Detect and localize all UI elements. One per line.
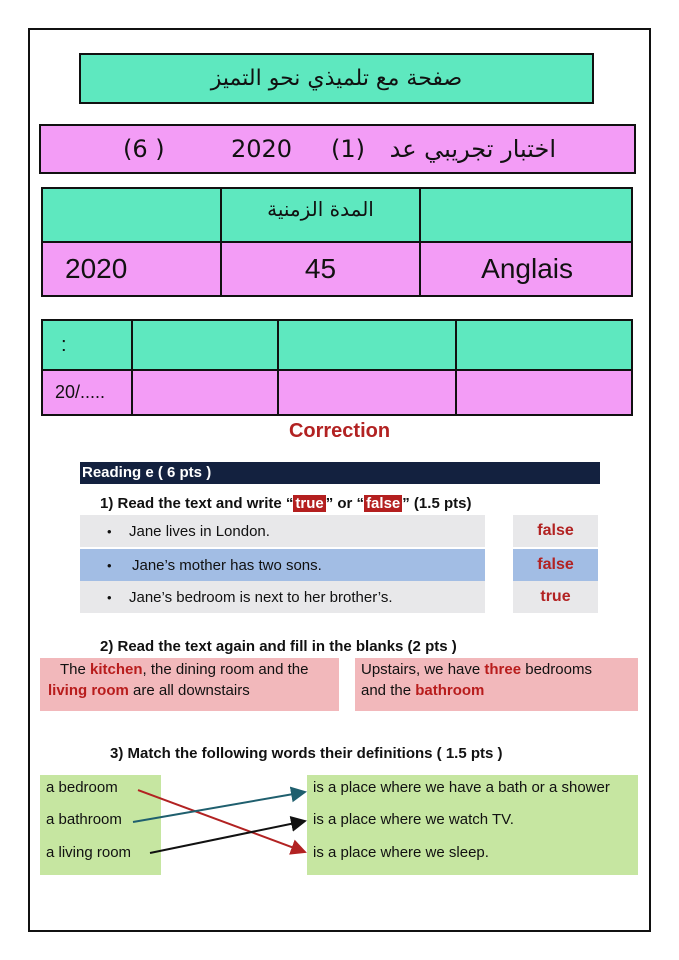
statement-3: • Jane’s bedroom is next to her brother’s.	[80, 581, 485, 613]
word-bathroom: a bathroom	[46, 811, 122, 828]
arrow-bathroom-bath	[133, 792, 305, 822]
score-value: 20/.....	[42, 370, 132, 415]
definition-sleep: is a place where we sleep.	[313, 844, 489, 861]
reading-section-title: Reading e ( 6 pts )	[80, 462, 600, 484]
q2-title: 2) Read the text again and fill in the blanks (2 pts )	[100, 638, 457, 655]
score-colon: :	[42, 320, 132, 370]
header-title: صفحة مع تلميذي نحو التميز	[79, 53, 594, 104]
correction-title: Correction	[288, 420, 391, 442]
q1-title: 1) Read the text and write “ true ” or “ false ” (1.5 pts)	[100, 495, 472, 512]
true-tag: true	[295, 495, 324, 512]
blank-box-right: Upstairs, we have three bedrooms and the bathroom	[355, 658, 638, 711]
answer-3: true	[513, 581, 598, 613]
info-subject: Anglais	[420, 242, 632, 296]
false-tag: false	[366, 495, 401, 512]
exam-year: 2020	[231, 135, 293, 163]
exam-grade: (6 )	[123, 135, 165, 163]
statement-1: • Jane lives in London.	[80, 515, 485, 547]
answer-kitchen: kitchen	[90, 661, 143, 678]
answer-1: false	[513, 515, 598, 547]
definition-bath: is a place where we have a bath or a shower	[313, 779, 610, 796]
answer-2: false	[513, 549, 598, 581]
info-duration: 45	[221, 242, 420, 296]
answer-bathroom: bathroom	[415, 682, 485, 699]
exam-number: (1)	[331, 135, 365, 163]
word-living-room: a living room	[46, 844, 132, 861]
q3-title: 3) Match the following words their definitions ( 1.5 pts )	[110, 745, 503, 762]
arrow-bedroom-sleep	[138, 790, 305, 852]
statement-2: • Jane’s mother has two sons.	[80, 549, 485, 581]
arrow-livingroom-tv	[150, 821, 305, 853]
answer-living-room: living room	[48, 682, 129, 699]
info-year: 2020	[42, 242, 221, 296]
word-bedroom: a bedroom	[46, 779, 118, 796]
answer-three: three	[484, 661, 522, 678]
definition-tv: is a place where we watch TV.	[313, 811, 514, 828]
duration-label: المدة الزمنية	[221, 188, 420, 242]
exam-label: اختبار تجريبي عد	[389, 135, 556, 163]
blank-box-left: The kitchen, the dining room and the living room are all downstairs	[40, 658, 339, 711]
